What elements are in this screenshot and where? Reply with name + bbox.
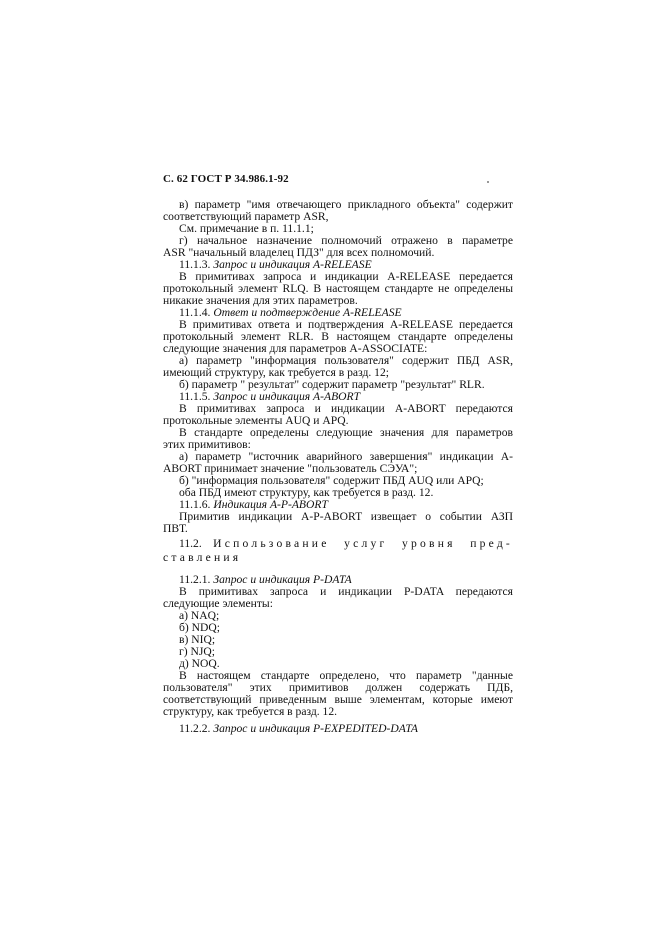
subsection-heading: 11.1.3. Запрос и индикация A-RELEASE bbox=[179, 258, 372, 271]
text-line: соответствующий приведенным выше элементам, которые имеют bbox=[163, 693, 513, 706]
list-item: д) NOQ. bbox=[179, 657, 220, 670]
subsection-heading: 11.2.2. Запрос и индикация P-EXPEDITED-DATA bbox=[179, 722, 419, 735]
text-part-1 bbox=[163, 199, 513, 535]
text-line: а) параметр "информация пользователя" содержит ПБД ASR, bbox=[179, 354, 513, 367]
text-line: В примитивах запроса и индикации A-ABORT передаются bbox=[179, 402, 513, 415]
text-line: В стандарте определены следующие значения для параметров bbox=[179, 426, 513, 439]
text-line: этих примитивов: bbox=[163, 438, 251, 451]
list-item: а) NAQ; bbox=[179, 609, 220, 622]
text-line: протокольный элемент RLQ. В настоящем стандарте не определены bbox=[163, 282, 513, 295]
text-line: ABORT принимает значение "пользователь СЭУА"; bbox=[163, 462, 418, 475]
scan-speck bbox=[487, 181, 489, 183]
text-line: следующие элементы: bbox=[163, 597, 273, 610]
text-part-2 bbox=[163, 574, 513, 735]
page-header: С. 62 ГОСТ Р 34.986.1-92 bbox=[163, 173, 289, 185]
text-line: пользователя" этих примитивов должен содержать ПДБ, bbox=[163, 681, 513, 694]
text-line: В настоящем стандарте определено, что параметр "данные bbox=[179, 669, 513, 682]
text-line: оба ПБД имеют структуру, как требуется в разд. 12. bbox=[179, 486, 434, 499]
subsection-heading: 11.1.6. Индикация A-P-ABORT bbox=[179, 498, 328, 511]
text-line: никакие значения для этих параметров. bbox=[163, 294, 358, 307]
list-item: в) NIQ; bbox=[179, 633, 216, 646]
text-line: имеющий структуру, как требуется в разд. 12; bbox=[163, 366, 389, 379]
text-line: В примитивах запроса и индикации P-DATA передаются bbox=[179, 585, 513, 598]
text-line: б) параметр " результат" содержит параметр "результат" RLR. bbox=[179, 378, 485, 391]
text-line: следующие значения для параметров A-ASSOCIATE: bbox=[163, 342, 428, 355]
list-item: б) NDQ; bbox=[179, 621, 220, 634]
text-line: протокольный элемент RLR. В настоящем стандарте определены bbox=[163, 330, 513, 343]
text-line: в) параметр "имя отвечающего прикладного объекта" содержит bbox=[179, 198, 513, 211]
text-line: структуру, как требуется в разд. 12. bbox=[163, 705, 338, 718]
section-heading: 11.2. Использование услуг уровня пред- ставления bbox=[163, 537, 513, 564]
subsection-heading: 11.2.1. Запрос и индикация P-DATA bbox=[179, 573, 352, 586]
subsection-heading: 11.1.5. Запрос и индикация A-ABORT bbox=[179, 390, 361, 403]
text-line: г) начальное назначение полномочий отражено в параметре bbox=[179, 234, 513, 247]
text-line: б) "информация пользователя" содержит ПБД AUQ или APQ; bbox=[179, 474, 484, 487]
text-line: В примитивах ответа и подтверждения A-RELEASE передается bbox=[179, 318, 513, 331]
text-line: ПВТ. bbox=[163, 522, 188, 535]
text-line: Примитив индикации A-P-ABORT извещает о событии АЗП bbox=[179, 510, 513, 523]
text-line: В примитивах запроса и индикации A-RELEASE передается bbox=[179, 270, 513, 283]
text-line: ASR "начальный владелец ПДЗ" для всех полномочий. bbox=[163, 246, 435, 259]
list-item: г) NJQ; bbox=[179, 645, 215, 658]
text-line: См. примечание в п. 11.1.1; bbox=[179, 222, 314, 235]
text-line: а) параметр "источник аварийного завершения" индикации A- bbox=[179, 450, 513, 463]
text-line: протокольные элементы AUQ и APQ. bbox=[163, 414, 349, 427]
text-line: соответствующий параметр ASR, bbox=[163, 210, 329, 223]
subsection-heading: 11.1.4. Ответ и подтверждение A-RELEASE bbox=[179, 306, 402, 319]
